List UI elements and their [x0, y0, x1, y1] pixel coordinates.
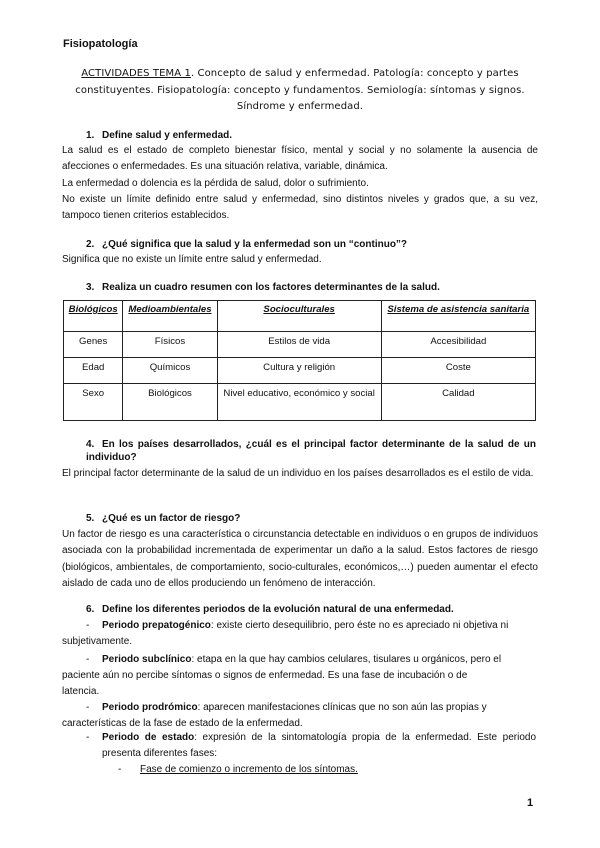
list-bullet: -	[86, 620, 90, 631]
table-cell: Coste	[381, 358, 535, 384]
question-number: 6.	[86, 604, 95, 615]
table-cell: Accesibilidad	[381, 332, 535, 358]
question-title: Define salud y enfermedad.	[102, 130, 233, 141]
period-description: : aparecen manifestaciones clínicas que no son aún las propias y características de la fase de estado de la enfermedad.	[62, 702, 487, 729]
period-description: : expresión de la sintomatología propia de la enfermedad. Este periodo presenta diferentes fases:	[102, 732, 537, 759]
activities-heading	[70, 66, 530, 116]
question-title: Define los diferentes periodos de la evolución natural de una enfermedad.	[102, 604, 454, 615]
table-header-cell: Socioculturales	[217, 301, 381, 332]
table-cell: Sexo	[64, 384, 123, 421]
sub-list-item: Fase de comienzo o incremento de los síntomas.	[140, 764, 358, 775]
period-description: : existe cierto desequilibrio, pero éste no es apreciado ni objetiva ni subjetivamente.	[62, 620, 509, 647]
list-bullet: -	[86, 732, 90, 743]
activities-topics: . Concepto de salud y enfermedad. Patología: concepto y partes constituyentes. Fisiopatología: concepto y fundamentos. Semiología: síntomas y signos. Síndrome y enfermedad.	[75, 68, 525, 112]
activities-label: ACTIVIDADES TEMA 1	[81, 68, 191, 79]
table-header-row	[64, 301, 536, 332]
question-1-heading	[86, 130, 232, 141]
question-5-heading	[86, 513, 240, 524]
period-term: Periodo prodrómico	[102, 702, 198, 713]
list-item	[62, 618, 512, 650]
period-term: Periodo de estado	[102, 732, 195, 743]
document-title: Fisiopatología	[63, 38, 138, 50]
question-3-heading	[86, 282, 440, 293]
list-item	[102, 730, 536, 762]
question-number: 5.	[86, 513, 95, 524]
question-title: Realiza un cuadro resumen con los factores determinantes de la salud.	[102, 282, 440, 293]
table-row	[64, 384, 536, 421]
question-number: 1.	[86, 130, 95, 141]
question-title: En los países desarrollados, ¿cuál es el principal factor determinante de la salud de un individuo?	[86, 439, 536, 463]
question-2-heading	[86, 239, 407, 250]
table-row	[64, 358, 536, 384]
answer-1-paragraph-3: No existe un límite definido entre salud y enfermedad, sino distintos niveles y grados que, a su vez, tampoco tienen criterios establecidos.	[62, 194, 538, 222]
question-6-heading	[86, 604, 454, 615]
question-number: 4.	[86, 439, 95, 450]
list-item	[62, 652, 502, 700]
question-number: 3.	[86, 282, 95, 293]
question-number: 2.	[86, 239, 95, 250]
table-cell: Biológicos	[123, 384, 217, 421]
period-term: Periodo subclínico	[102, 654, 192, 665]
table-cell: Químicos	[123, 358, 217, 384]
page-number: 1	[527, 797, 534, 809]
question-title: ¿Qué significa que la salud y la enfermedad son un “continuo”?	[102, 239, 408, 250]
question-title: ¿Qué es un factor de riesgo?	[102, 513, 241, 524]
answer-1-paragraph-1: La salud es el estado de completo bienestar físico, mental y social y no solamente la ausencia de afecciones o enfermedades. Es una situación relativa, variable, dinámica.	[62, 145, 538, 173]
table-cell: Estilos de vida	[217, 332, 381, 358]
question-4-heading	[86, 438, 536, 464]
table-cell: Físicos	[123, 332, 217, 358]
table-cell: Edad	[64, 358, 123, 384]
table-cell: Cultura y religión	[217, 358, 381, 384]
period-term: Periodo prepatogénico	[102, 620, 211, 631]
table-header-cell: Medioambientales	[123, 301, 217, 332]
answer-5-paragraph: Un factor de riesgo es una característica o circunstancia detectable en individuos o en grupos de individuos asociada con la probabilidad incrementada de experimentar un daño a la salud. Estos factores de riesgo (biológicos, ambientales, de comportamiento, socio-culturales, económicos,…) pueden aumentar el efecto aislado de cada uno de ellos produciendo un fenómeno de interacción.	[62, 529, 538, 589]
table-cell: Calidad	[381, 384, 535, 421]
list-bullet: -	[86, 702, 90, 713]
list-item	[62, 700, 512, 732]
table-header-cell: Sistema de asistencia sanitaria	[381, 301, 535, 332]
sub-list-bullet: -	[118, 764, 122, 775]
table-row	[64, 332, 536, 358]
health-factors-table	[63, 300, 536, 421]
table-cell: Nivel educativo, económico y social	[217, 384, 381, 421]
table-cell: Genes	[64, 332, 123, 358]
answer-2-paragraph: Significa que no existe un límite entre salud y enfermedad.	[62, 254, 322, 265]
answer-1-paragraph-2: La enfermedad o dolencia es la pérdida de salud, dolor o sufrimiento.	[62, 178, 369, 189]
table-header-cell: Biológicos	[64, 301, 123, 332]
period-description: : etapa en la que hay cambios celulares, tisulares u orgánicos, pero el paciente aún no percibe síntomas o signos de enfermedad. Es una fase de incubación o de latencia.	[62, 654, 502, 697]
answer-4-paragraph: El principal factor determinante de la salud de un individuo en los países desarrollados es el estilo de vida.	[62, 468, 534, 479]
list-bullet: -	[86, 654, 90, 665]
